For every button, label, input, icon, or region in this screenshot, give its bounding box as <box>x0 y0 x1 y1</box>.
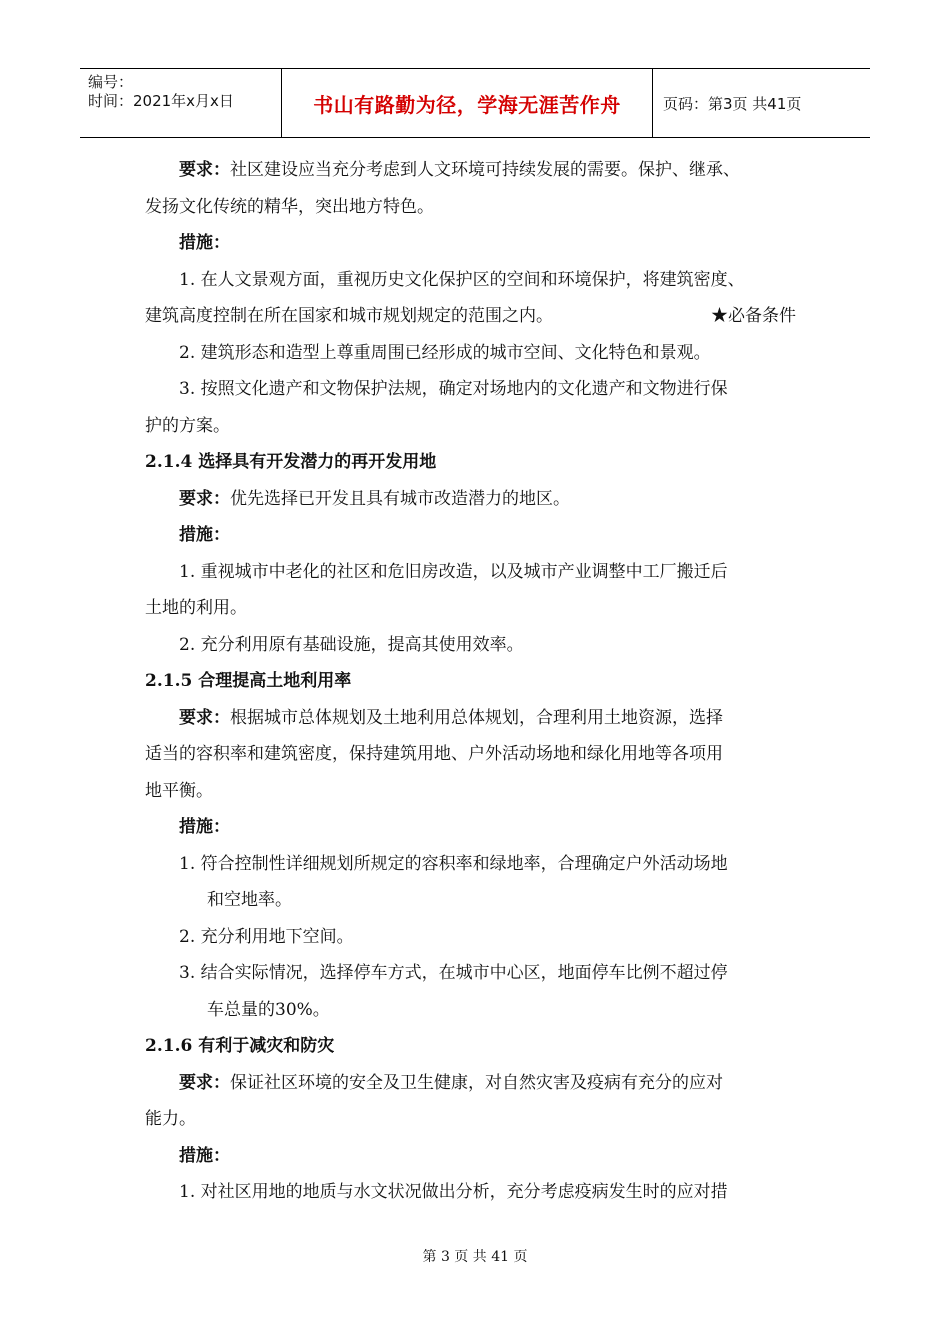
list-item: 3. 结合实际情况，选择停车方式，在城市中心区，地面停车比例不超过停 <box>179 963 728 983</box>
list-item: 1. 对社区用地的地质与水文状况做出分析，充分考虑疫病发生时的应对措 <box>179 1182 728 1202</box>
requirement-text: 优先选择已开发且具有城市改造潜力的地区。 <box>230 488 570 509</box>
required-condition-note: ★必备条件 <box>711 306 796 326</box>
list-item-continuation <box>145 298 810 335</box>
list-item: 2. 充分利用原有基础设施，提高其使用效率。 <box>179 634 524 655</box>
list-item-continuation: 土地的利用。 <box>145 598 247 618</box>
paragraph-line <box>145 481 810 518</box>
requirement-text: 根据城市总体规划及土地利用总体规划，合理利用土地资源，选择 <box>230 707 723 728</box>
section-heading-2-1-4: 2.1.4 选择具有开发潜力的再开发用地 <box>145 452 437 472</box>
measures-label: 措施： <box>179 525 230 545</box>
paragraph-line: 能力。 <box>145 1109 196 1129</box>
paragraph-line: 适当的容积率和建筑密度，保持建筑用地、户外活动场地和绿化用地等各项用 <box>145 744 723 764</box>
list-item: 1. 重视城市中老化的社区和危旧房改造，以及城市产业调整中工厂搬迁后 <box>179 561 728 582</box>
header-page-info: 页码：第3页 共41页 <box>663 94 802 113</box>
requirement-label: 要求： <box>179 488 230 509</box>
paragraph-line: 发扬文化传统的精华，突出地方特色。 <box>145 196 434 217</box>
paragraph-line <box>145 152 810 189</box>
measures-label: 措施： <box>179 817 230 837</box>
paragraph-line: 地平衡。 <box>145 780 213 801</box>
section-heading-2-1-6: 2.1.6 有利于减灾和防灾 <box>145 1036 335 1056</box>
document-body <box>145 152 810 1211</box>
list-item: 2. 建筑形态和造型上尊重周围已经形成的城市空间、文化特色和景观。 <box>179 342 711 363</box>
list-item: 2. 充分利用地下空间。 <box>179 926 354 947</box>
list-item: 1. 在人文景观方面，重视历史文化保护区的空间和环境保护，将建筑密度、 <box>179 269 745 290</box>
list-item-continuation: 车总量的30%。 <box>207 999 330 1020</box>
requirement-text: 保证社区环境的安全及卫生健康，对自然灾害及疫病有充分的应对 <box>230 1072 723 1093</box>
measures-label: 措施： <box>179 233 230 253</box>
paragraph-line <box>145 1065 810 1102</box>
document-date: 时间：2021年x月x日 <box>88 92 234 110</box>
paragraph-line <box>145 700 810 737</box>
requirement-text: 社区建设应当充分考虑到人文环境可持续发展的需要。保护、继承、 <box>230 160 740 180</box>
list-item: 3. 按照文化遗产和文物保护法规，确定对场地内的文化遗产和文物进行保 <box>179 379 728 399</box>
measures-label: 措施： <box>179 1145 230 1166</box>
section-heading-2-1-5: 2.1.5 合理提高土地利用率 <box>145 671 352 691</box>
page-footer: 第 3 页 共 41 页 <box>422 1249 528 1265</box>
list-item-text: 建筑高度控制在所在国家和城市规划规定的范围之内。 <box>145 306 553 326</box>
header-motto: 书山有路勤为径，学海无涯苦作舟 <box>282 69 653 137</box>
list-item-continuation: 护的方案。 <box>145 415 230 436</box>
requirement-label: 要求： <box>179 707 230 728</box>
requirement-label: 要求： <box>179 160 230 180</box>
page-header <box>80 68 870 138</box>
list-item-continuation: 和空地率。 <box>207 890 292 910</box>
document-number-label: 编号： <box>88 73 134 91</box>
list-item: 1. 符合控制性详细规划所规定的容积率和绿地率，合理确定户外活动场地 <box>179 853 728 874</box>
header-meta <box>80 69 282 137</box>
requirement-label: 要求： <box>179 1072 230 1093</box>
